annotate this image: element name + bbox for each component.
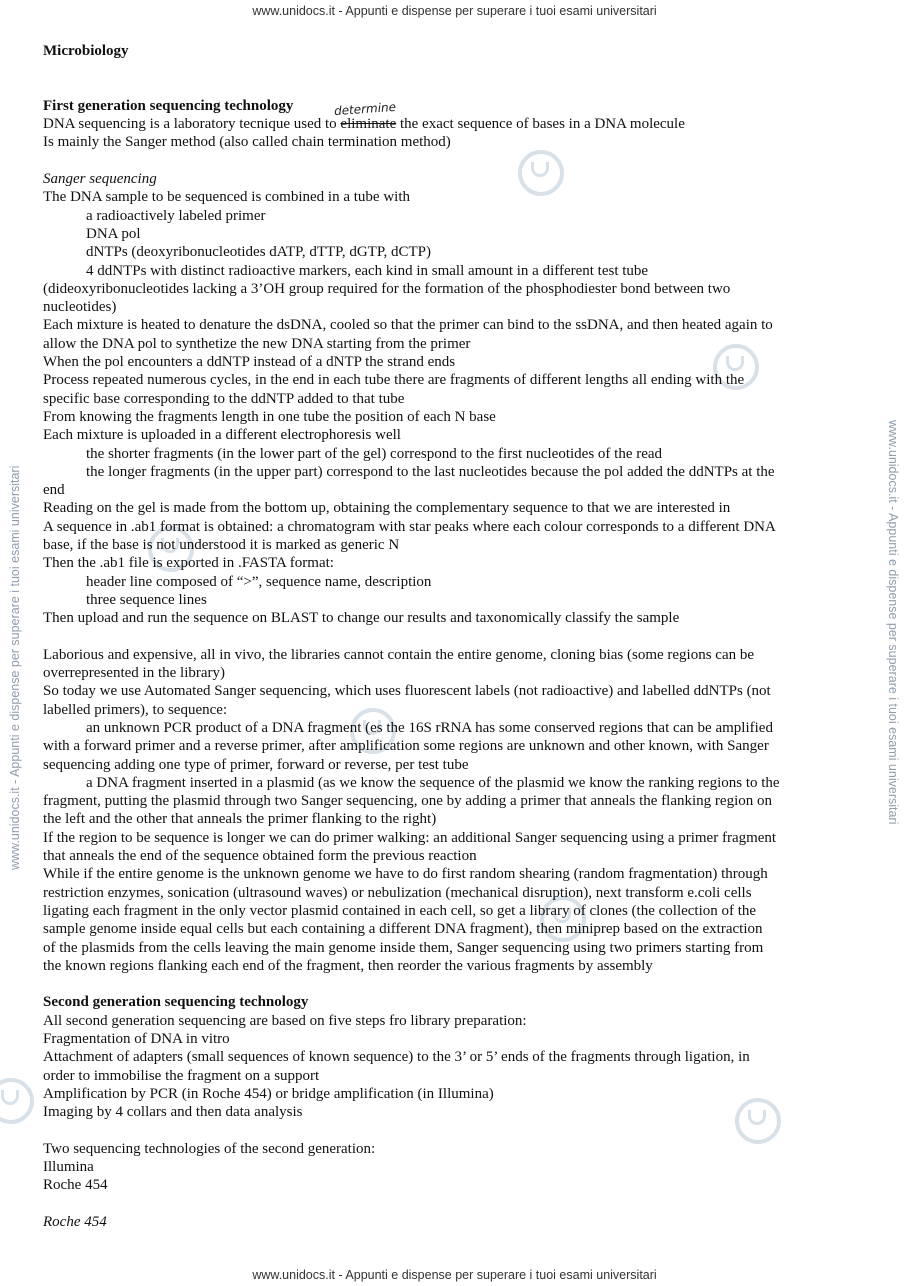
- text-line: a DNA fragment inserted in a plasmid (as we know the sequence of the plasmid we know the ranking regions to the: [86, 774, 780, 791]
- text-line: the shorter fragments (in the lower part of the gel) correspond to the first nucleotides of the read: [86, 445, 663, 462]
- text-line: end: [43, 482, 65, 499]
- text-line: A sequence in .ab1 format is obtained: a chromatogram with star peaks where each colour corresponds to a different DNA: [43, 518, 776, 535]
- text-line: dNTPs (deoxyribonucleotides dATP, dTTP, dGTP, dCTP): [86, 244, 431, 261]
- text-line: While if the entire genome is the unknown genome we have to do first random shearing (random fragmentation) through: [43, 866, 768, 883]
- text-line: Imaging by 4 collars and then data analysis: [43, 1104, 303, 1121]
- struck-word: [333, 100, 397, 133]
- text-line: If the region to be sequence is longer we can do primer walking: an additional Sanger sequencing using a primer fragment: [43, 829, 777, 846]
- left-side-watermark: www.unidocs.it - Appunti e dispense per superare i tuoi esami universitari: [8, 465, 22, 870]
- text-line: Reading on the gel is made from the bottom up, obtaining the complementary sequence to that we are interested in: [43, 500, 731, 517]
- text-line: specific base corresponding to the ddNTP added to that tube: [43, 390, 405, 407]
- text-line: that anneals the end of the sequence obtained form the previous reaction: [43, 848, 477, 865]
- text-line: [43, 1122, 869, 1140]
- text-line: Each mixture is uploaded in a different electrophoresis well: [43, 427, 401, 444]
- text-line: Then upload and run the sequence on BLAST to change our results and taxonomically classify the sample: [43, 610, 680, 627]
- text-line: 4 ddNTPs with distinct radioactive markers, each kind in small amount in a different test tube: [86, 262, 649, 279]
- subsection-title-roche: Roche 454: [43, 1214, 107, 1230]
- text-line: Laborious and expensive, all in vivo, the libraries cannot contain the entire genome, cloning bias (some regions can be: [43, 646, 755, 663]
- text-line: The DNA sample to be sequenced is combined in a tube with: [43, 189, 410, 206]
- text-line: DNA pol: [86, 225, 141, 242]
- text-line: header line composed of “>”, sequence name, description: [86, 573, 432, 590]
- text-line: Process repeated numerous cycles, in the end in each tube there are fragments of different lengths all ending with the: [43, 372, 745, 389]
- sanger-body: [43, 188, 869, 975]
- section-title-second-gen: Second generation sequencing technology: [43, 994, 309, 1011]
- intro-text-start: DNA sequencing is a laboratory tecnique used to: [43, 116, 341, 133]
- text-line: labelled primers), to sequence:: [43, 701, 228, 718]
- text-line: an unknown PCR product of a DNA fragment (es the 16S rRNA has some conserved regions that can be amplified: [86, 719, 773, 736]
- text-line: sample genome inside equal cells but each containing a different DNA fragment), then miniprep based on the extraction: [43, 921, 763, 938]
- footer-watermark-banner: www.unidocs.it - Appunti e dispense per superare i tuoi esami universitari: [252, 1268, 657, 1282]
- intro-text-end: the exact sequence of bases in a DNA molecule: [396, 116, 685, 133]
- text-line: the known regions flanking each end of the fragment, then reorder the various fragments by assembly: [43, 957, 653, 974]
- text-line: So today we use Automated Sanger sequencing, which uses fluorescent labels (not radioactive) and labelled ddNTPs (not: [43, 683, 771, 700]
- text-line: three sequence lines: [86, 591, 207, 608]
- watermark-logo-icon: [0, 1078, 34, 1124]
- header-watermark-banner: www.unidocs.it - Appunti e dispense per superare i tuoi esami universitari: [252, 4, 657, 18]
- subsection-title-sanger: Sanger sequencing: [43, 171, 157, 188]
- struck-text: eliminate: [340, 116, 397, 133]
- text-line: Each mixture is heated to denature the dsDNA, cooled so that the primer can bind to the ssDNA, and then heated again to: [43, 317, 773, 334]
- text-line: Illumina: [43, 1159, 94, 1176]
- text-line: Roche 454: [43, 1177, 108, 1194]
- text-line: Fragmentation of DNA in vitro: [43, 1031, 230, 1048]
- text-line: Attachment of adapters (small sequences of known sequence) to the 3’ or 5’ ends of the fragments through ligation, in: [43, 1049, 750, 1066]
- text-line: a radioactively labeled primer: [86, 207, 266, 224]
- text-line: All second generation sequencing are based on five steps fro library preparation:: [43, 1012, 527, 1029]
- handwritten-correction: determine: [333, 100, 397, 119]
- document-page: [43, 42, 869, 1231]
- text-line: the longer fragments (in the upper part) correspond to the last nucleotides because the pol added the ddNTPs at the: [86, 463, 775, 480]
- page-title: Microbiology: [43, 43, 129, 59]
- text-line: base, if the base is not understood it is marked as generic N: [43, 537, 400, 554]
- text-line: Then the .ab1 file is exported in .FASTA format:: [43, 555, 334, 572]
- first-gen-lines: [43, 133, 869, 151]
- text-line: the left and the other that anneals the primer flanking to the right): [43, 811, 437, 828]
- text-line: From knowing the fragments length in one tube the position of each N base: [43, 408, 496, 425]
- text-line: fragment, putting the plasmid through two Sanger sequencing, one by adding a primer that anneals the flanking region on: [43, 793, 772, 810]
- text-line: Amplification by PCR (in Roche 454) or bridge amplification (in Illumina): [43, 1085, 494, 1102]
- text-line: Two sequencing technologies of the second generation:: [43, 1140, 376, 1157]
- second-gen-body: [43, 1012, 869, 1195]
- text-line: order to immobilise the fragment on a support: [43, 1067, 320, 1084]
- text-line: When the pol encounters a ddNTP instead of a dNTP the strand ends: [43, 354, 456, 371]
- text-line: allow the DNA pol to synthetize the new DNA starting from the primer: [43, 335, 471, 352]
- text-line: of the plasmids from the cells leaving the main genome inside them, Sanger sequencing using two primers starting from: [43, 939, 764, 956]
- text-line: ligating each fragment in the only vector plasmid contained in each cell, so get a library of clones (the collection of the: [43, 902, 757, 919]
- text-line: nucleotides): [43, 299, 117, 316]
- right-side-watermark: www.unidocs.it - Appunti e dispense per superare i tuoi esami universitari: [886, 420, 900, 825]
- text-line: (dideoxyribonucleotides lacking a 3’OH group required for the formation of the phosphodiester bond between two: [43, 280, 731, 297]
- text-line: sequencing adding one type of primer, forward or reverse, per test tube: [43, 756, 469, 773]
- text-line: restriction enzymes, sonication (ultrasound waves) or nebulization (mechanical disruption), next transform e.coli cells: [43, 884, 752, 901]
- text-line: [43, 628, 869, 646]
- section-title-first-gen: First generation sequencing technology: [43, 97, 294, 114]
- text-line: with a forward primer and a reverse primer, after amplification some regions are unknown and other known, with Sanger: [43, 738, 769, 755]
- text-line: overrepresented in the library): [43, 665, 225, 682]
- text-line: Is mainly the Sanger method (also called chain termination method): [43, 134, 451, 151]
